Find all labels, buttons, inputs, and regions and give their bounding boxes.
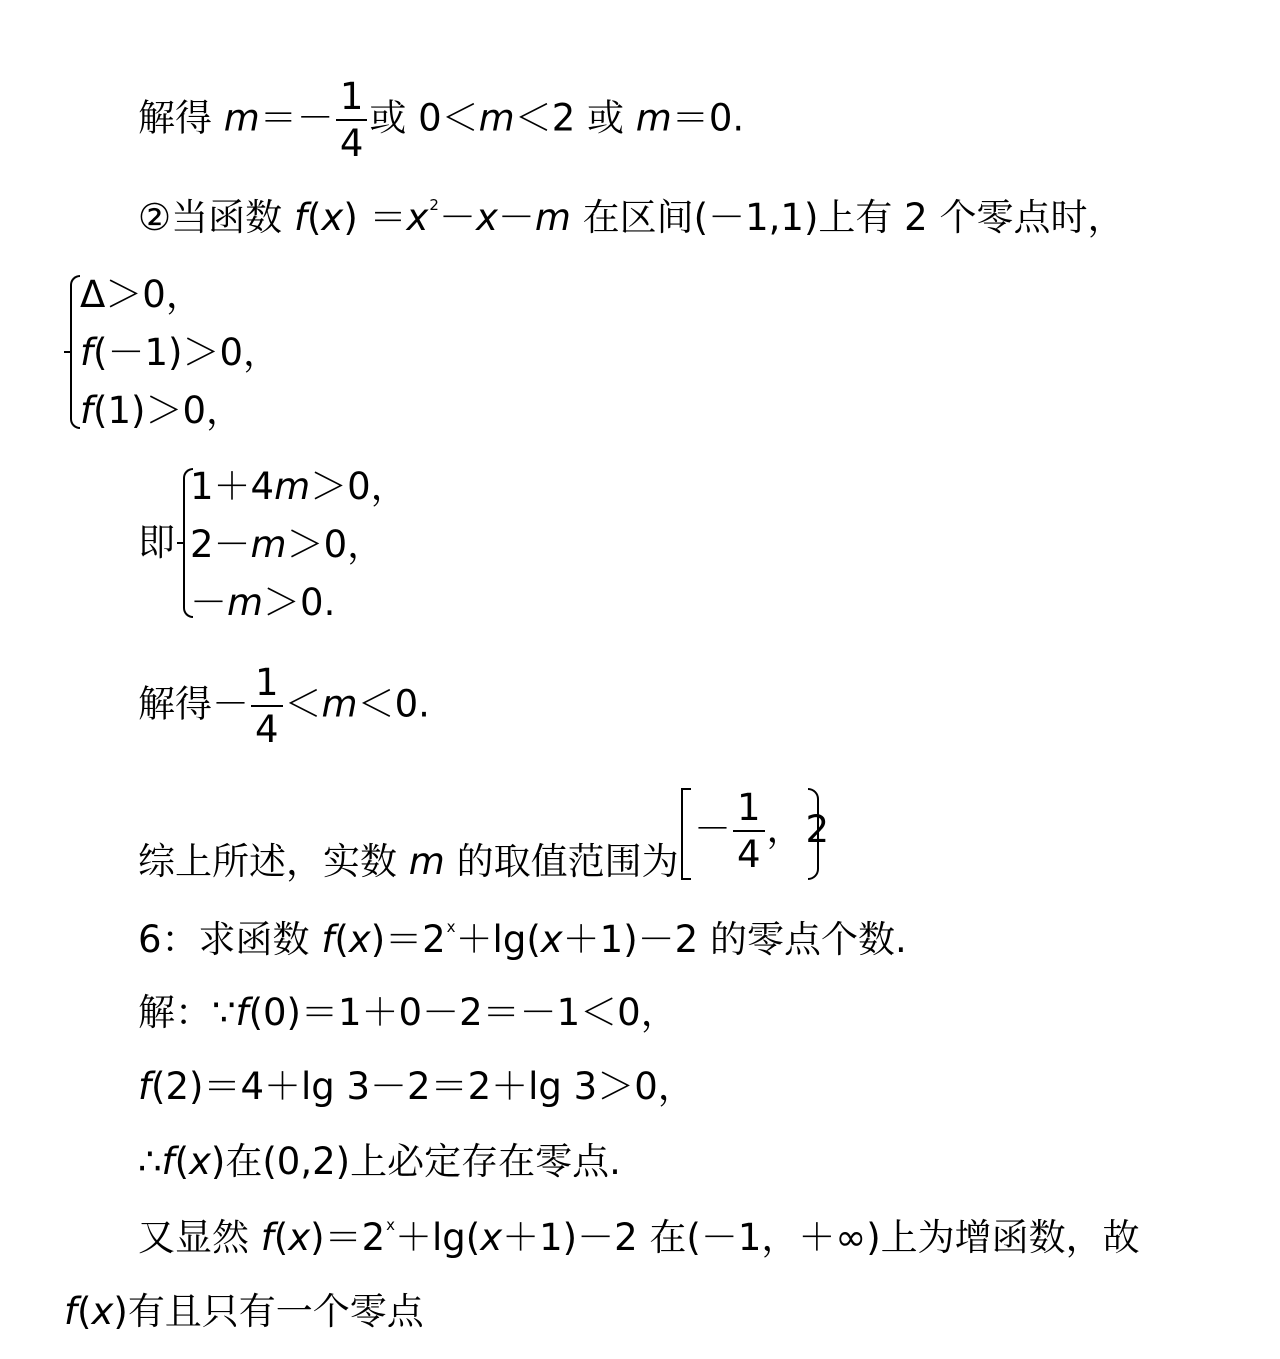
fraction: $\frac{1}{4}$	[336, 78, 368, 162]
solution-step-2: f(2)＝4＋lg 3－2＝2＋lg 3＞0，	[138, 1065, 695, 1108]
conclusion-range: 综上所述，实数 m 的取值范围为	[138, 840, 679, 883]
solution-line-1: 解得 m＝－ $\frac{1}{4}$ 或 0＜m＜2 或 m＝0.	[138, 75, 745, 165]
system2-row-1: 1＋4m＞0，	[190, 465, 408, 508]
system1-row-2: f(－1)＞0，	[80, 331, 280, 374]
left-brace	[70, 275, 80, 429]
system2-row-2: 2－m＞0，	[190, 523, 385, 566]
left-square-bracket	[681, 788, 691, 880]
system2-row-3: －m＞0.	[190, 581, 336, 624]
fraction: $\frac{1}{4}$	[733, 789, 765, 873]
solution-step-4: 又显然 $f(x)=2^x+\lg(x+1)-2$ 在(－1，＋∞)上为增函数，故	[138, 1216, 1140, 1259]
solution-conclusion: f(x)有且只有一个零点	[64, 1290, 424, 1333]
system2-label: 即	[138, 521, 175, 564]
solution-step-3: ∴f(x)在(0,2)上必定存在零点.	[138, 1140, 621, 1183]
solution-line-2: 解得－ $\frac{1}{4}$ ＜m＜0.	[138, 661, 430, 751]
system1-row-3: f(1)＞0，	[80, 389, 243, 432]
fraction: $\frac{1}{4}$	[251, 664, 283, 748]
system1-row-1: Δ＞0，	[80, 273, 203, 316]
right-paren	[808, 788, 819, 880]
case-2-statement: ②当函数 $f(x) =x^2-x-m$ 在区间(－1,1)上有 2 个零点时，	[138, 196, 1125, 239]
solution-step-1: 解：∵f(0)＝1＋0－2＝－1＜0，	[138, 991, 678, 1034]
range-expression: － $\frac{1}{4}$ ，2	[694, 786, 830, 876]
problem-6-statement: 6：求函数 $f(x)=2^x+\lg(x+1)-2$ 的零点个数.	[138, 918, 907, 961]
